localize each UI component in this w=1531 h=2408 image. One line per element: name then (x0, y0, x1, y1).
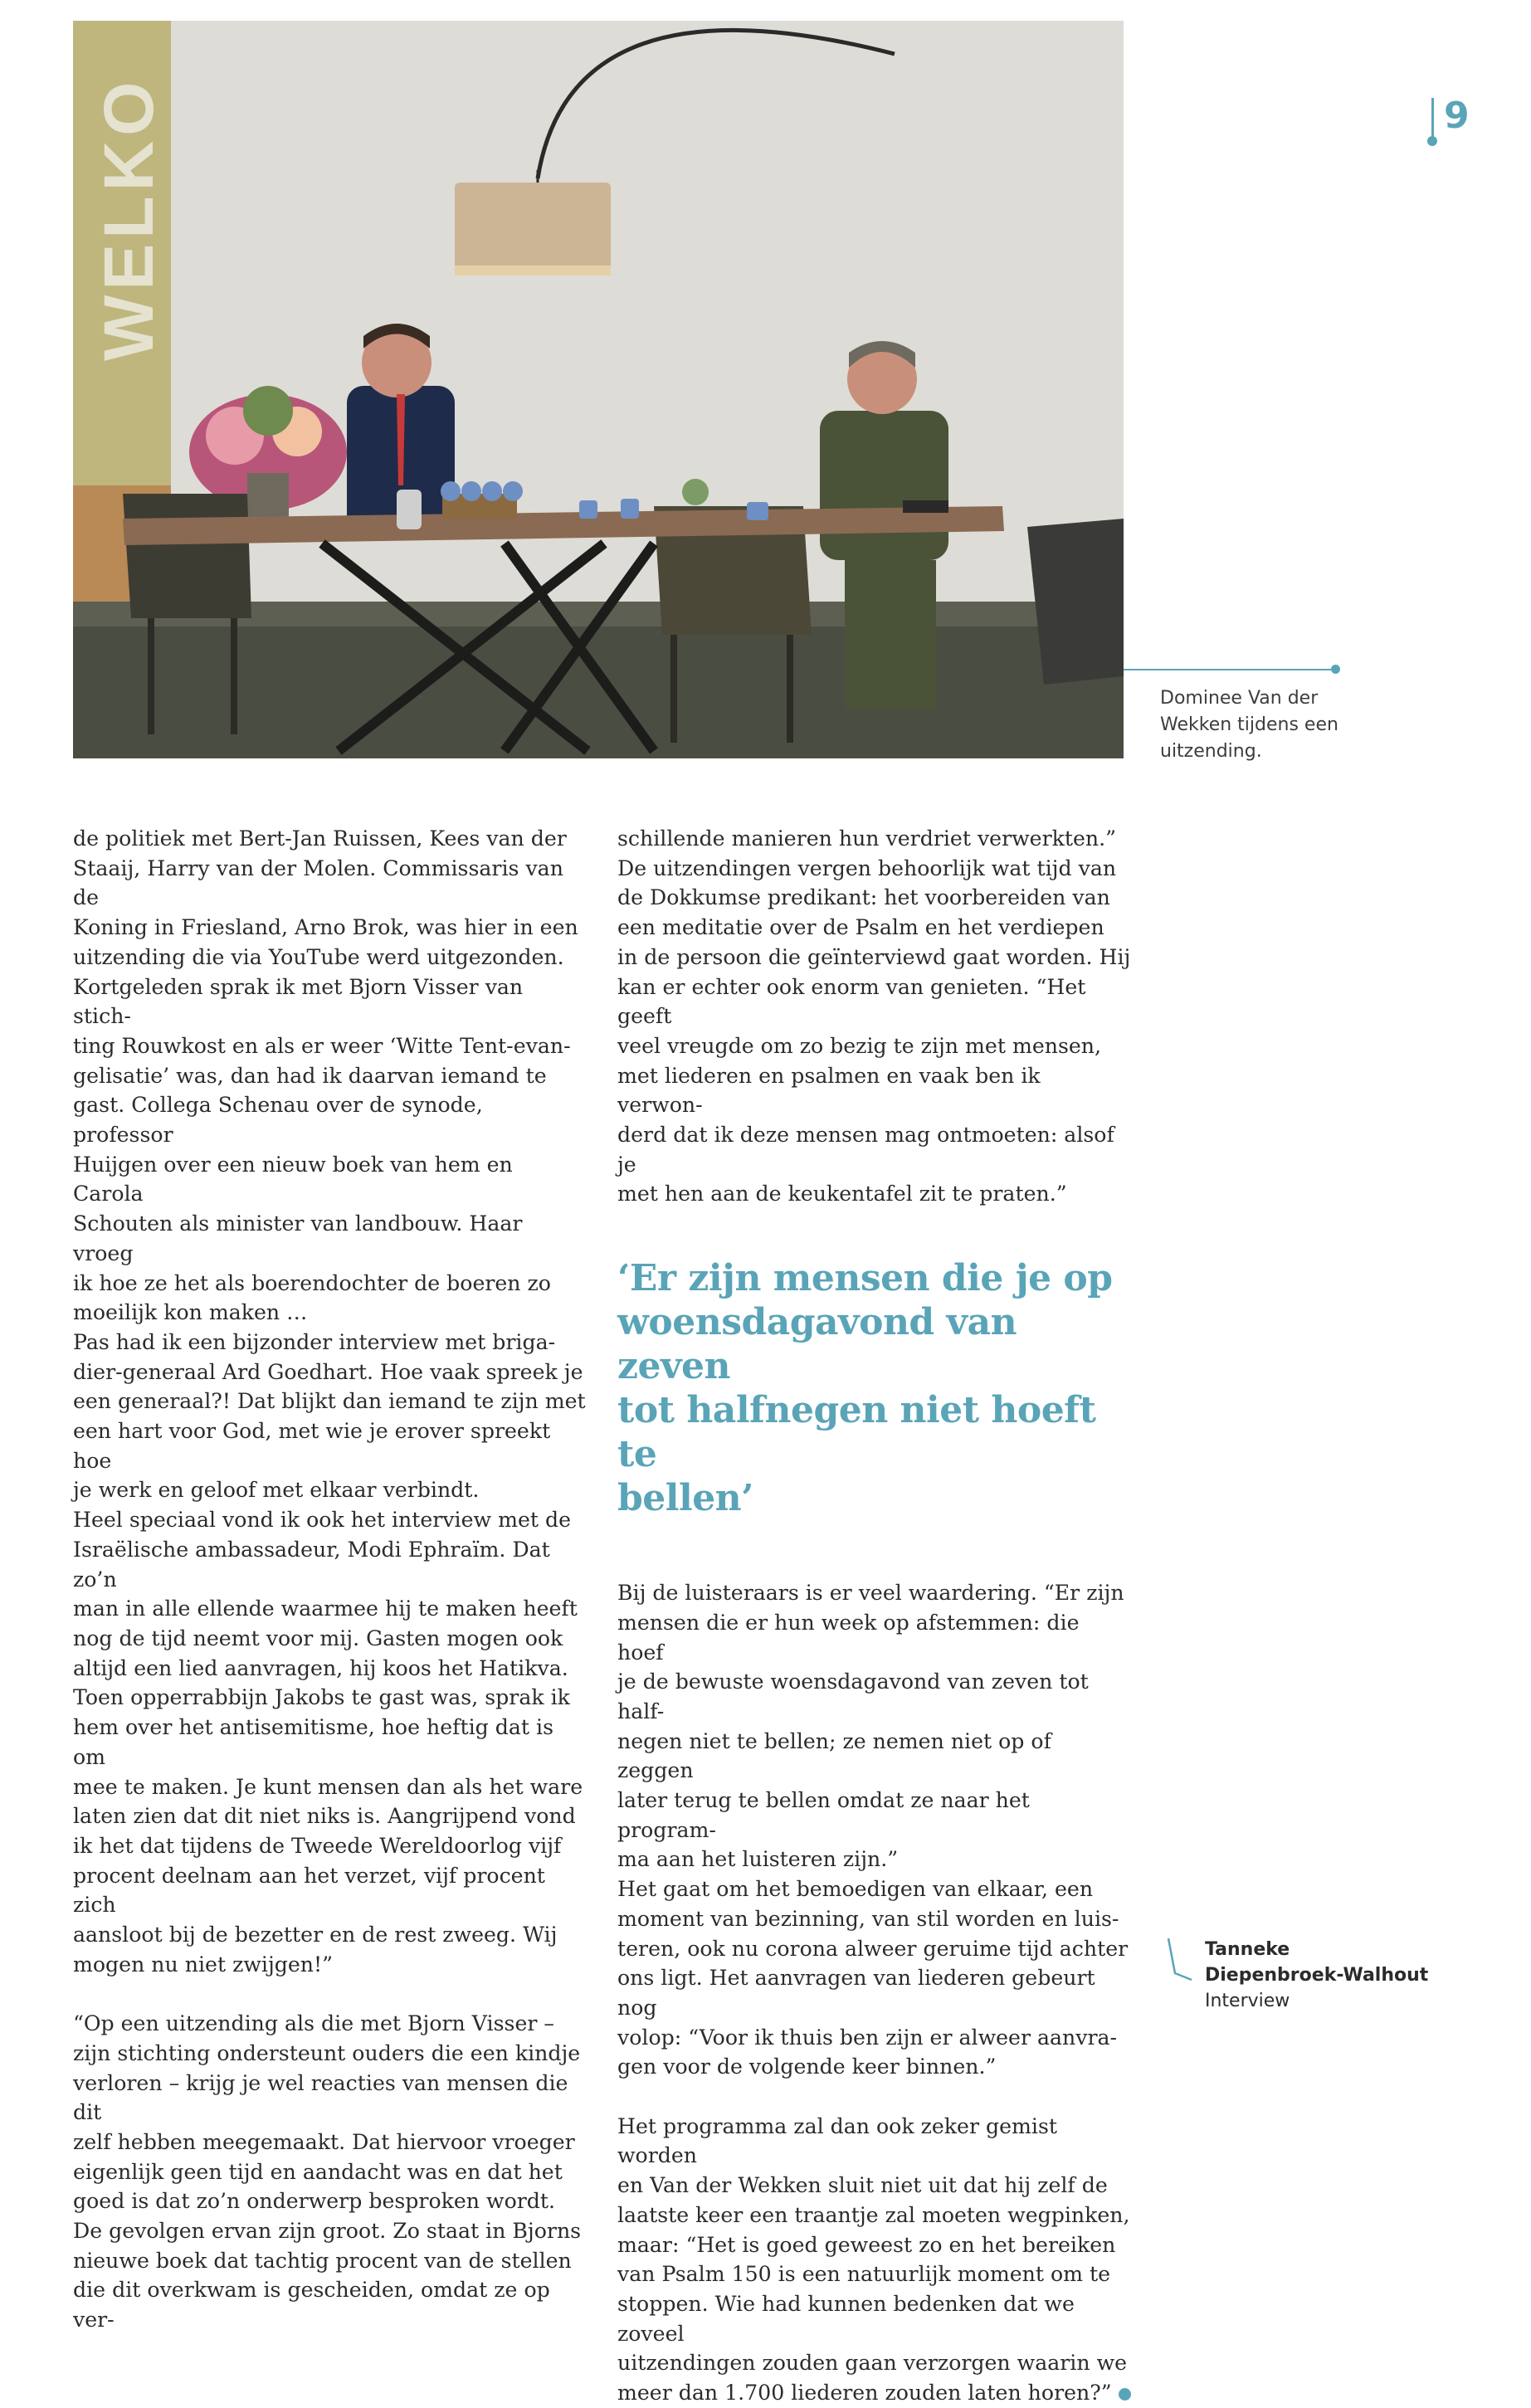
pull-quote: ‘Er zijn mensen die je op woensdagavond van zeven tot halfnegen niet hoeft te bellen’ (617, 1257, 1113, 1520)
paragraph-final (617, 2112, 1132, 2408)
paragraph: “Op een uitzending als die met Bjorn Visser – zijn stichting ondersteunt ouders die een kindje verloren – krijg je wel reacties van mensen die dit zelf hebben meegemaakt. Dat hiervoor vroeger eigenlijk geen tijd en aandacht was en dat het goed is dat zo’n onderwerp besproken wordt. De gevolgen ervan zijn groot. Zo staat in Bjorns nieuwe boek dat tachtig procent van de stellen die dit overkwam is gescheiden, omdat ze op ver- (73, 2011, 582, 2332)
article-column-left (73, 824, 588, 2335)
author-name: Tanneke Diepenbroek-Walhout (1205, 1939, 1429, 1986)
cup (579, 500, 597, 519)
person-right-uniform (820, 411, 948, 560)
caption-connector-line (1124, 669, 1336, 670)
paragraph: de politiek met Bert-Jan Ruissen, Kees van der Staaij, Harry van der Molen. Commissaris van de Koning in Friesland, Arno Brok, was hier in een uitzending die via YouTube werd uitgezonden. Kortgeleden sprak ik met Bjorn Visser van stich- ting Rouwkost en als er weer ‘Witte Tent-evan- gelisatie’ was, dan had ik daarvan iemand te gast. Collega Schenau over de synode, professor Huijgen over een nieuw boek van hem en Carola Schouten als minister van landbouw. Haar vroeg ik hoe ze het als boerendochter de boeren zo moeilijk kon maken … Pas had ik een bijzonder interview met briga- dier-generaal Ard Goedhart. Hoe vaak spreek je een generaal?! Dat blijkt dan iemand te zijn met een hart voor God, met wie je erover spreekt hoe je werk en geloof met elkaar verbindt. Heel speciaal vond ik ook het interview met de Israëlische ambassadeur, Modi Ephraïm. Dat zo’n man in alle ellende waarmee hij te maken heeft nog de tijd neemt voor mij. Gasten mogen ook altijd een lied aanvragen, hij koos het Hatikva. Toen opperrabbijn Jakobs te gast was, sprak ik hem over het antisemitisme, hoe heftig dat is om mee te maken. Je kunt mensen dan als het ware laten zien dat dit niet niks is. Aangrijpend vond ik het dat tijdens de Tweede Wereldoorlog vijf procent deelnam aan het verzet, vijf procent zich aansloot bij de bezetter en de rest zweeg. Wij mogen nu niet zwijgen!” (73, 826, 586, 1977)
article-column-right (617, 824, 1132, 2408)
author-role: Interview (1205, 1991, 1290, 2011)
studio-scene-illustration (73, 21, 1124, 758)
page-number-line (1431, 98, 1434, 138)
chair-right (1027, 519, 1124, 685)
welcome-banner-text: WELKO (90, 76, 168, 361)
page-number-dot (1427, 136, 1437, 146)
page-number-marker (1424, 95, 1474, 144)
final-paragraph-text: Het programma zal dan ook zeker gemist worden en Van der Wekken sluit niet uit dat hij zelf de laatste keer een traantje zal moeten wegpinken, maar: “Het is goed geweest zo en het bereiken van Psalm 150 is een natuurlijk moment om te stoppen. Wie had kunnen bedenken dat we zoveel uitzendingen zouden gaan verzorgen waarin we meer dan 1.700 liederen zouden laten horen?” (617, 2113, 1130, 2406)
plant (682, 479, 709, 505)
book (903, 500, 948, 513)
article-photo (73, 21, 1124, 758)
thermos (397, 490, 422, 529)
lamp-shade (455, 183, 611, 275)
author-credit (1205, 1937, 1428, 2014)
caption-connector-dot (1331, 665, 1340, 674)
end-of-article-dot (1119, 2388, 1131, 2401)
page-number: 9 (1444, 95, 1470, 137)
photo-caption: Dominee Van der Wekken tijdens een uitzending. (1160, 688, 1338, 762)
paragraph: schillende manieren hun verdriet verwerkten.” De uitzendingen vergen behoorlijk wat tijd van de Dokkumse predikant: het voorbereiden van een meditatie over de Psalm en het verdiepen in de persoon die geïnterviewd gaat worden. Hij kan er echter ook enorm van genieten. “Het geeft veel vreugde om zo bezig te zijn met mensen, met liederen en psalmen en vaak ben ik verwon- derd dat ik deze mensen mag ontmoeten: alsof je met hen aan de keukentafel zit te praten.” (617, 826, 1131, 1206)
floor (73, 618, 1124, 758)
paragraph: Bij de luisteraars is er veel waardering. “Er zijn mensen die er hun week op afstemmen: die hoef je de bewuste woensdagavond van zeven tot half- negen niet te bellen; ze nemen niet op of zeggen later terug te bellen omdat ze naar het program- ma aan het luisteren zijn.” Het gaat om het bemoedigen van elkaar, een moment van bezinning, van stil worden en luis- teren, ook nu corona alweer geruime tijd achter ons ligt. Het aanvragen van liederen gebeurt nog volop: “Voor ik thuis ben zijn er alweer aanvra- gen voor de volgende keer binnen.” (617, 1581, 1129, 2079)
chair-left (123, 494, 251, 618)
author-pen-icon (1165, 1937, 1198, 1986)
